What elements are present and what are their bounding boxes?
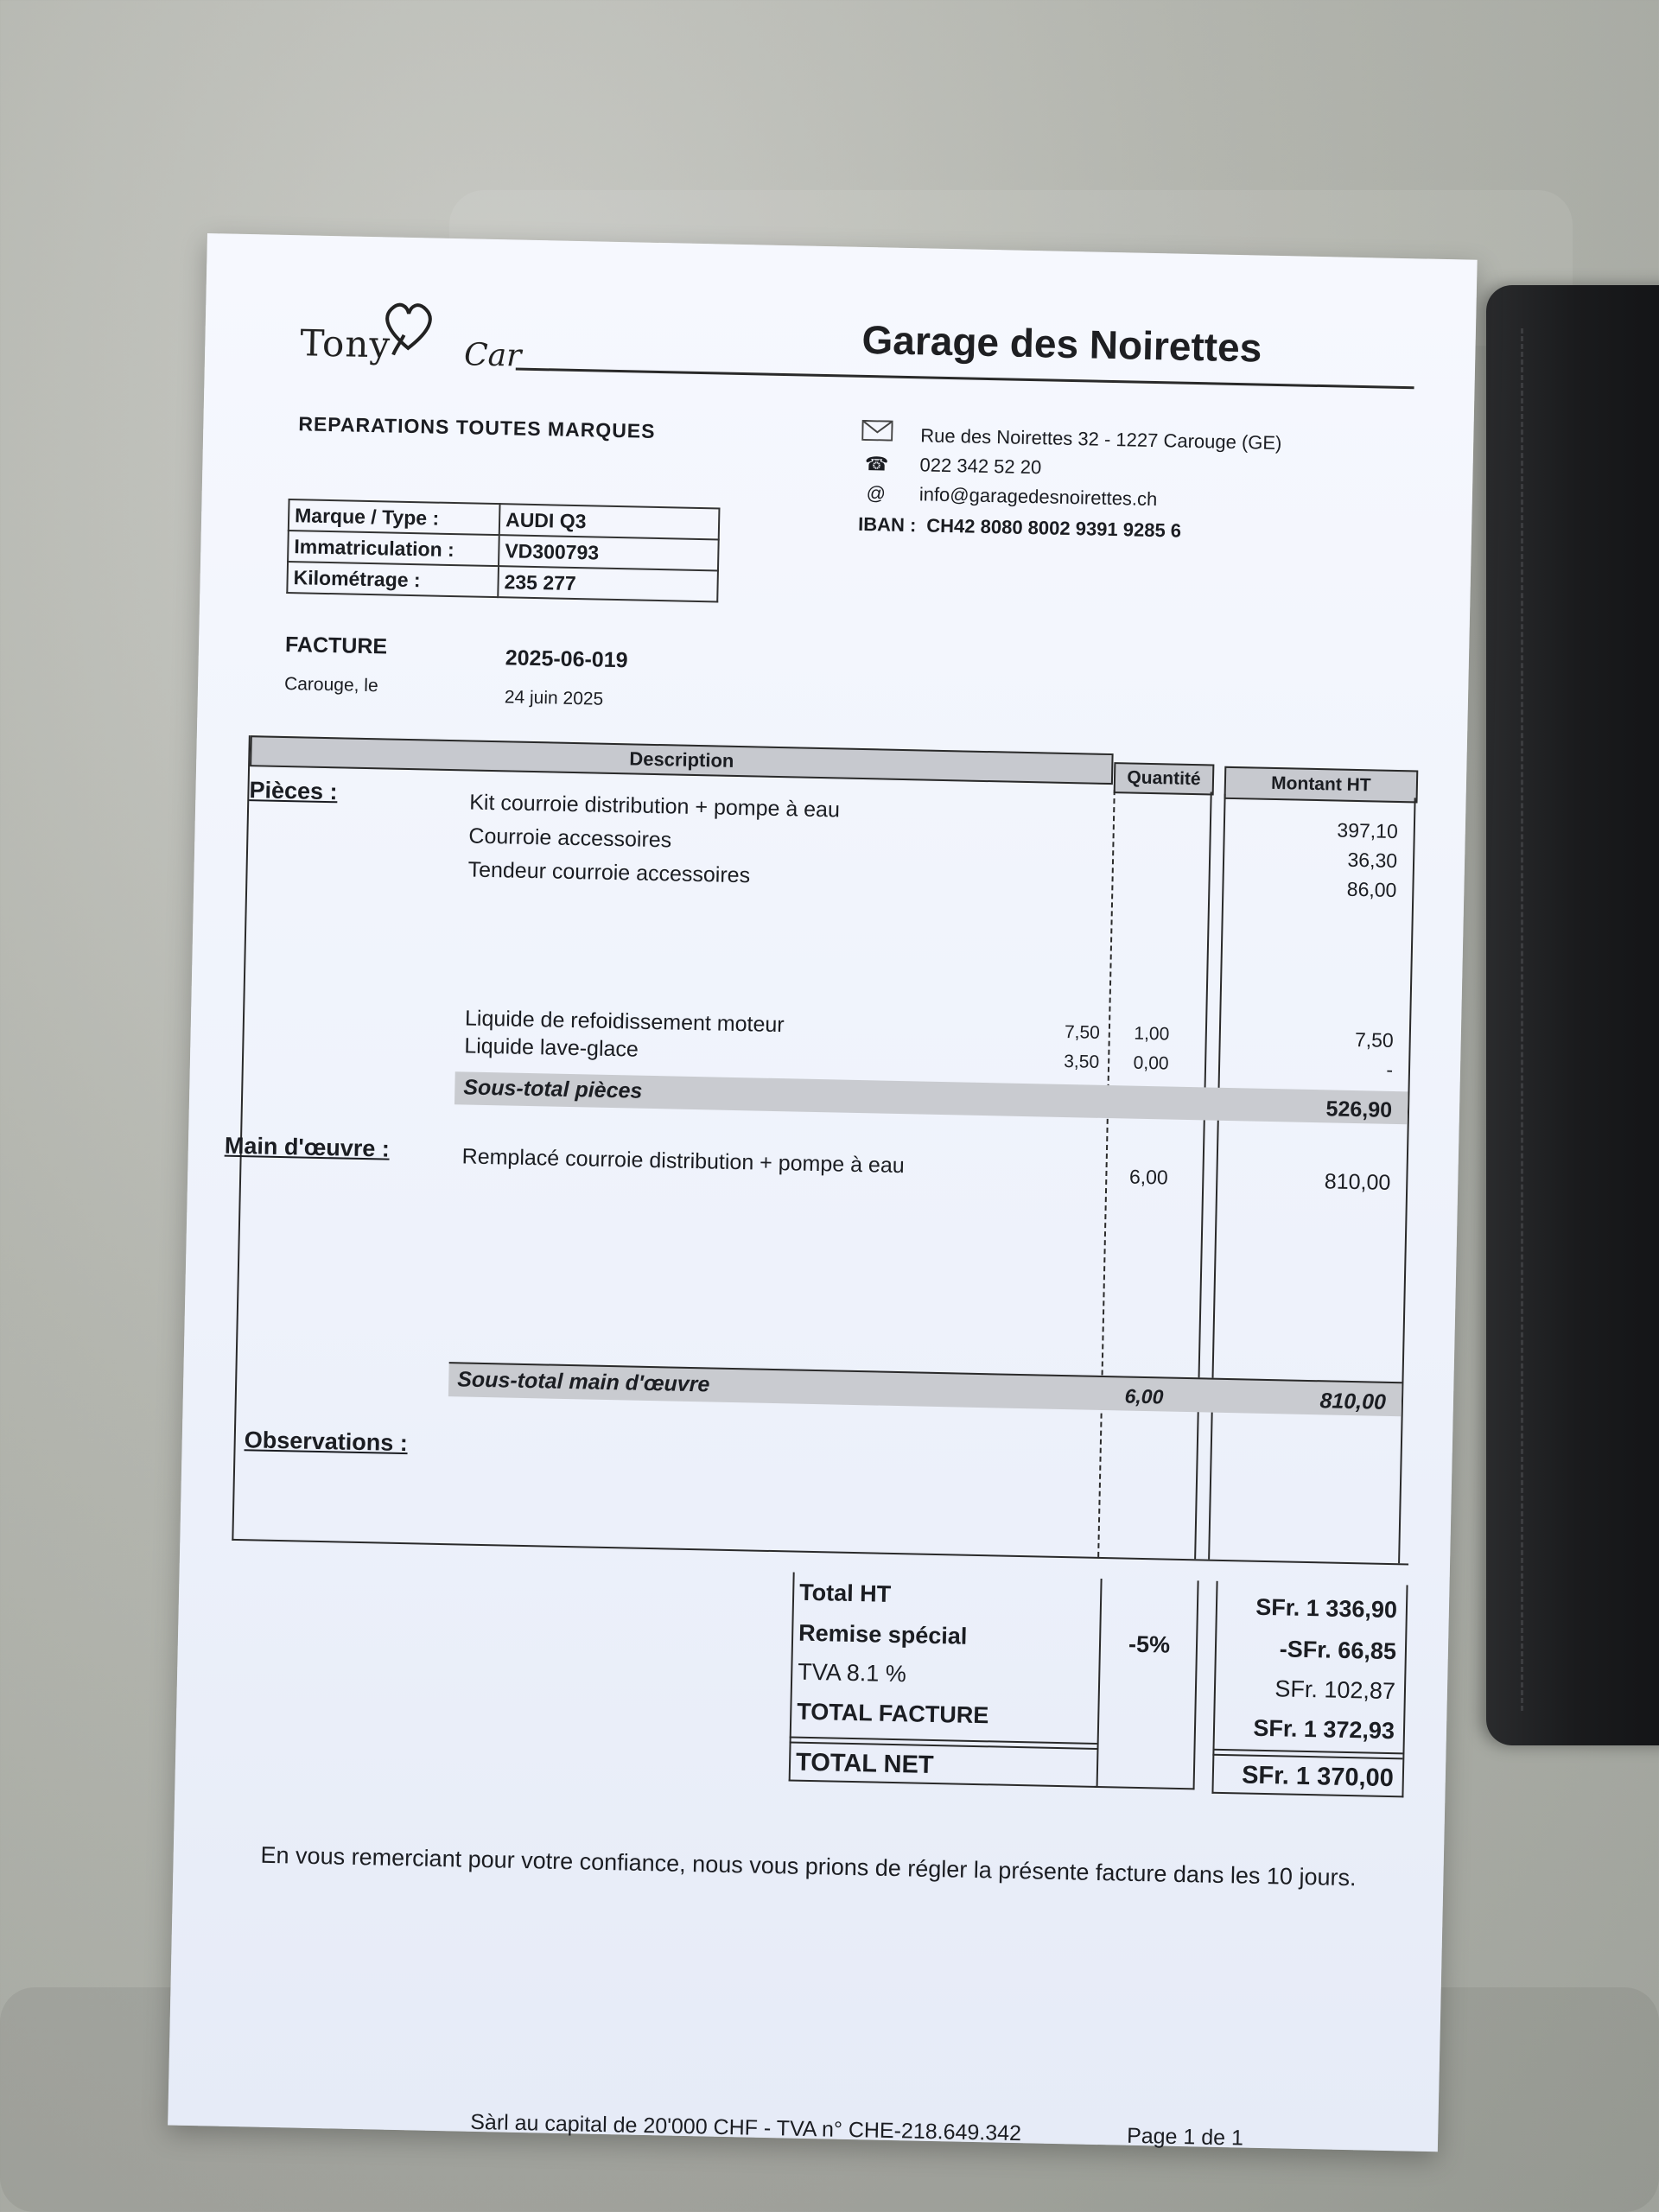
totals-percent-box (1095, 1579, 1199, 1789)
column-header-quantity: Quantité (1114, 762, 1215, 795)
phone-text: 022 342 52 20 (919, 454, 1042, 479)
observations-label: Observations : (244, 1427, 409, 1457)
vehicle-label: Kilométrage : (287, 562, 499, 597)
invoice-date: 24 juin 2025 (504, 687, 604, 709)
logo-word-tony: Tony (299, 321, 391, 366)
tagline: REPARATIONS TOUTES MARQUES (298, 412, 656, 442)
discount-value: -SFr. 66,85 (1279, 1636, 1397, 1665)
vehicle-value: 235 277 (498, 566, 718, 601)
total-ht-value: SFr. 1 336,90 (1255, 1593, 1398, 1624)
totals-block (788, 1573, 1406, 1802)
labour-subtotal-amount: 810,00 (1319, 1389, 1387, 1414)
column-divider (1194, 791, 1212, 1559)
address-text: Rue des Noirettes 32 - 1227 Carouge (GE) (920, 424, 1282, 454)
total-invoice-label: TOTAL FACTURE (797, 1698, 989, 1729)
labour-subtotal-quantity: 6,00 (1124, 1384, 1164, 1408)
thank-you-note: En vous remerciant pour votre confiance, nous vous prions de régler la présente facture dans les 10 jours. (260, 1841, 1357, 1891)
line-quantity: 0,00 (1133, 1052, 1169, 1074)
list-item: Tendeur courroie accessoires (467, 857, 751, 888)
parts-subtotal-label: Sous-total pièces (463, 1075, 643, 1103)
discount-percent: -5% (1128, 1630, 1171, 1658)
line-quantity: 1,00 (1134, 1023, 1170, 1045)
parts-subtotal-amount: 526,90 (1325, 1096, 1393, 1122)
parts-section-label: Pièces : (249, 777, 338, 805)
list-item: Liquide lave-glace (464, 1033, 639, 1062)
at-icon: @ (866, 482, 887, 505)
line-amount: 397,10 (1337, 818, 1399, 843)
header-rule (516, 368, 1414, 390)
line-amount: 86,00 (1346, 877, 1397, 901)
vat-label: TVA 8.1 % (797, 1658, 907, 1688)
column-header-amount: Montant HT (1224, 766, 1419, 804)
column-divider (1398, 798, 1416, 1563)
logo-word-car: Car (463, 337, 522, 374)
list-item: Courroie accessoires (468, 823, 672, 853)
total-ht-label: Total HT (798, 1579, 892, 1607)
total-net-label: TOTAL NET (795, 1748, 934, 1779)
vehicle-label: Marque / Type : (289, 499, 500, 535)
invoice-place: Carouge, le (283, 673, 378, 696)
iban-value: CH42 8080 8002 9391 9285 6 (926, 514, 1182, 542)
envelope-icon (860, 420, 895, 450)
list-item: Kit courroie distribution + pompe à eau (468, 790, 841, 823)
labour-section-label: Main d'œuvre : (224, 1132, 391, 1162)
legal-footer: Sàrl au capital de 20'000 CHF - TVA n° CHE-218.649.342 (469, 2109, 1022, 2146)
email-text: info@garagedesnoirettes.ch (918, 483, 1158, 511)
phone-icon: ☎ (864, 452, 889, 475)
total-invoice-value: SFr. 1 372,93 (1253, 1714, 1395, 1745)
unit-price: 7,50 (1064, 1021, 1101, 1043)
line-amount: 7,50 (1354, 1028, 1395, 1052)
vehicle-label: Immatriculation : (288, 531, 499, 566)
discount-label: Remise spécial (798, 1619, 968, 1649)
list-item: Remplacé courroie distribution + pompe à eau (461, 1144, 905, 1179)
logo (299, 304, 522, 386)
invoice-type: FACTURE (284, 632, 388, 659)
unit-price: 3,50 (1064, 1051, 1100, 1072)
vehicle-value: VD300793 (499, 535, 719, 570)
vat-value: SFr. 102,87 (1274, 1675, 1396, 1705)
folio-stitching (1521, 328, 1527, 1711)
line-amount: 810,00 (1324, 1169, 1391, 1195)
list-item: Liquide de refoidissement moteur (464, 1006, 785, 1038)
invoice-sheet (168, 233, 1478, 2152)
vehicle-info-table (286, 499, 720, 602)
line-items-table (224, 735, 1425, 1565)
leather-folio (1486, 285, 1659, 1745)
labour-subtotal-label: Sous-total main d'œuvre (456, 1367, 710, 1397)
iban-label: IBAN : (857, 512, 917, 537)
line-amount: - (1386, 1058, 1394, 1081)
line-amount: 36,30 (1347, 848, 1398, 872)
company-name: Garage des Noirettes (861, 316, 1262, 371)
invoice-number: 2025-06-019 (505, 645, 628, 673)
line-quantity: 6,00 (1128, 1165, 1169, 1189)
vehicle-value: AUDI Q3 (499, 504, 720, 539)
column-header-description: Description (250, 735, 1114, 785)
contact-block (858, 420, 1282, 548)
total-net-value: SFr. 1 370,00 (1241, 1761, 1395, 1793)
page-number: Page 1 de 1 (1126, 2123, 1244, 2151)
